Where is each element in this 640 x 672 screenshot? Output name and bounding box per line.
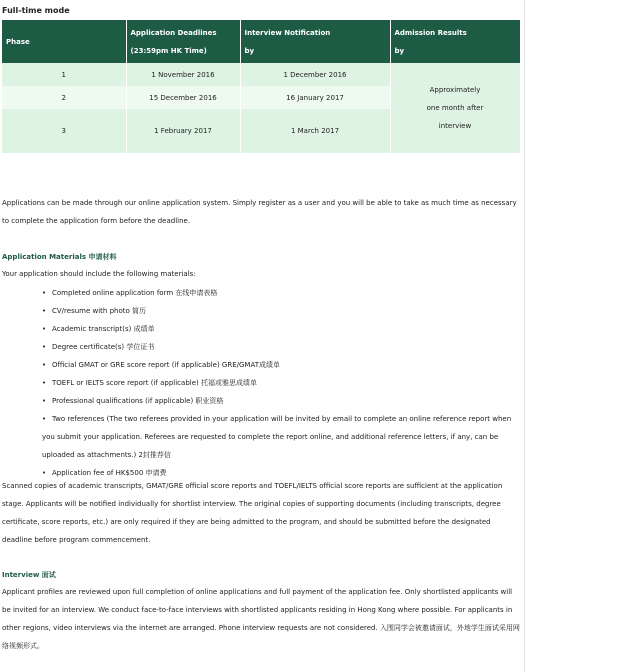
intro-paragraph: Applications can be made through our online application system. Simply register as a user and you will be able to take as much time as necessary to complete the application form before the deadline.: [2, 199, 517, 225]
bullet-icon: •: [42, 307, 47, 315]
header-interview-line1: Interview Notification: [244, 28, 331, 37]
bullet-icon: •: [42, 415, 47, 423]
header-deadline: [126, 20, 240, 63]
header-phase: [2, 20, 126, 63]
bullet-icon: •: [42, 343, 47, 351]
list-item-text: Completed online application form 在线申请表格: [52, 289, 218, 297]
bullet-icon: •: [42, 361, 47, 369]
cell-deadline: 1 November 2016: [126, 63, 240, 86]
cell-phase: 2: [2, 86, 126, 109]
page-edge-divider: [524, 0, 525, 672]
list-item: [42, 356, 520, 374]
results-line3: interview: [438, 122, 472, 130]
cell-interview: 16 January 2017: [240, 86, 390, 109]
cell-results: [390, 63, 520, 153]
cell-phase: 3: [2, 109, 126, 153]
header-phase-text: Phase: [6, 37, 30, 46]
table-row: [2, 63, 520, 86]
deadlines-table: [2, 20, 521, 153]
mode-title: Full-time mode: [2, 6, 70, 15]
list-item: [42, 320, 520, 338]
list-item: [42, 392, 520, 410]
list-item: [42, 410, 520, 464]
header-results-line1: Admission Results: [394, 28, 467, 37]
materials-lead: Your application should include the following materials:: [2, 270, 196, 278]
table-header-row: [2, 20, 520, 63]
header-interview: [240, 20, 390, 63]
bullet-icon: •: [42, 397, 47, 405]
bullet-icon: •: [42, 379, 47, 387]
header-results-line2: by: [394, 46, 405, 55]
cell-interview: 1 March 2017: [240, 109, 390, 153]
list-item: [42, 302, 520, 320]
list-item: [42, 338, 520, 356]
list-item: [42, 374, 520, 392]
list-item-text: Academic transcript(s) 成绩单: [52, 325, 155, 333]
materials-heading: Application Materials 申请材料: [2, 253, 117, 261]
list-item-text: CV/resume with photo 简历: [52, 307, 146, 315]
materials-list: [42, 284, 520, 482]
interview-heading: Interview 面试: [2, 571, 56, 579]
list-item: [42, 284, 520, 302]
list-item-text: Application fee of HK$500 申请费: [52, 469, 167, 477]
cell-interview: 1 December 2016: [240, 63, 390, 86]
list-item-text: TOEFL or IELTS score report (if applicable) 托福或雅思成绩单: [52, 379, 257, 387]
interview-paragraph: Applicant profiles are reviewed upon full completion of online applications and full payment of the application fee. Only shortlisted applicants will be invited for an interview. We conduct face-to-face interviews with shortlisted applicants residing in Hong Kong where possible. For applicants in other regions, video interviews via the internet are arranged. Phone interview requests are not considered. 入围同学会被邀请面试，外地学生面试采用网络视频形式。: [2, 588, 520, 650]
header-deadline-line2: (23:59pm HK Time): [130, 46, 207, 55]
list-item-text: Degree certificate(s) 学位证书: [52, 343, 155, 351]
bullet-icon: •: [42, 325, 47, 333]
materials-note: Scanned copies of academic transcripts, GMAT/GRE official score reports and TOEFL/IELTS official score reports are sufficient at the application stage. Applicants will be notified individually for shortlist interview. The original copies of supporting documents (including transcripts, degree certificate, score reports, etc.) are only required if they are being admitted to the program, and should be submitted before the designated deadline before program commencement.: [2, 482, 503, 544]
header-interview-line2: by: [244, 46, 255, 55]
header-deadline-line1: Application Deadlines: [130, 28, 217, 37]
header-results: [390, 20, 520, 63]
results-line1: Approximately: [429, 86, 481, 94]
list-item-text: Two references (The two referees provided in your application will be invited by email to complete an online reference report when you submit your application. Referees are requested to complete the report online, and additional reference letters, if any, can be uploaded as attachments.) 2封推荐信: [42, 415, 512, 459]
bullet-icon: •: [42, 469, 47, 477]
cell-deadline: 1 February 2017: [126, 109, 240, 153]
results-line2: one month after: [426, 104, 484, 112]
list-item-text: Official GMAT or GRE score report (if applicable) GRE/GMAT成绩单: [52, 361, 280, 369]
cell-deadline: 15 December 2016: [126, 86, 240, 109]
list-item-text: Professional qualifications (if applicable) 职业资格: [52, 397, 224, 405]
bullet-icon: •: [42, 289, 47, 297]
cell-phase: 1: [2, 63, 126, 86]
